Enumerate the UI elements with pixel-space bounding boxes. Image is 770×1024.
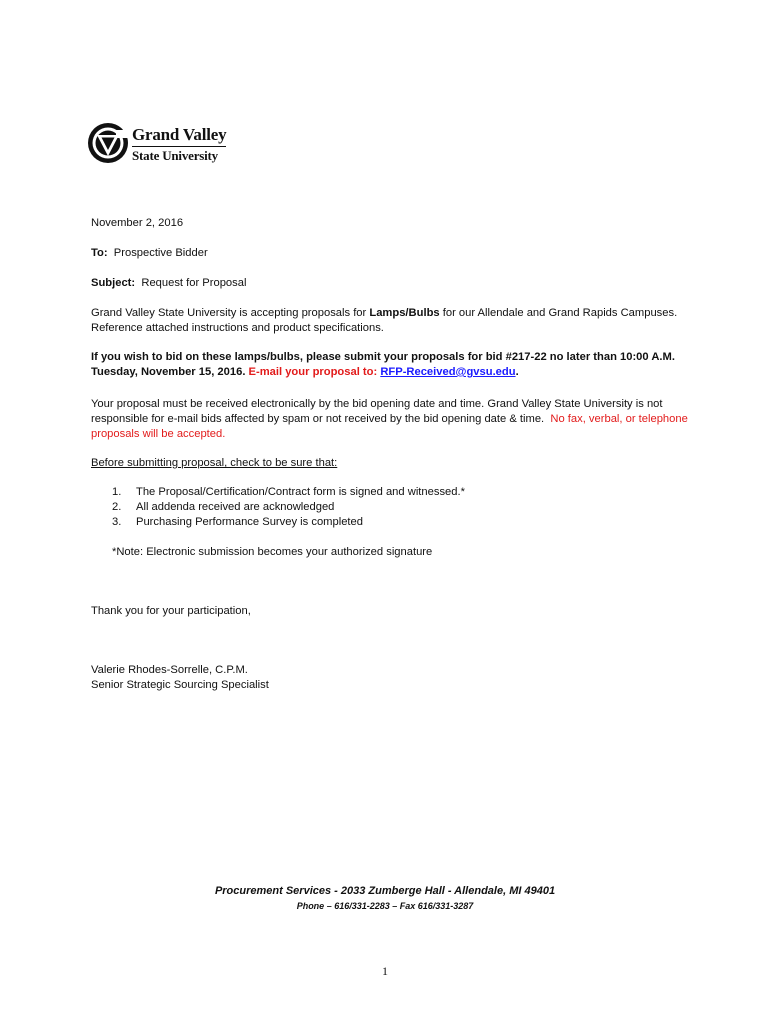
bid-deadline: Tuesday, November 15, 2016.	[91, 366, 246, 378]
checklist-number: 2.	[112, 501, 122, 513]
checklist-item	[112, 485, 465, 500]
closing-thanks: Thank you for your participation,	[91, 605, 251, 617]
signature-note: *Note: Electronic submission becomes your authorized signature	[112, 546, 433, 558]
checklist-number: 1.	[112, 486, 122, 498]
email-period: .	[515, 366, 519, 378]
subject-label: Subject:	[91, 277, 136, 289]
bid-line1: If you wish to bid on these lamps/bulbs, please submit your proposals for bid #217-22 no later than 10:00 A.M.	[91, 351, 675, 363]
electronic-paragraph	[91, 397, 711, 442]
intro-text-end: for our Allendale and Grand Rapids Campuses.	[439, 307, 678, 319]
email-prompt: E-mail your proposal to:	[248, 366, 378, 378]
checklist-number: 3.	[112, 516, 122, 528]
product-name: Lamps/Bulbs	[369, 307, 440, 319]
checklist-item	[112, 500, 465, 515]
footer-phone: Phone – 616/331-2283 – Fax 616/331-3287	[296, 901, 474, 911]
logo-wordmark-line1: Grand Valley	[132, 125, 227, 144]
page-number: 1	[382, 964, 388, 978]
checklist-item	[112, 515, 465, 530]
subject-line	[91, 276, 691, 291]
gvsu-logo	[86, 120, 256, 170]
intro-paragraph	[91, 306, 691, 336]
electronic-line2: responsible for e-mail bids affected by spam or not received by the bid opening date & time.	[91, 413, 545, 425]
email-link[interactable]: RFP-Received@gvsu.edu	[380, 366, 516, 378]
intro-text: Grand Valley State University is accepting proposals for	[91, 307, 370, 319]
signer-title: Senior Strategic Sourcing Specialist	[91, 679, 269, 691]
bid-instructions	[91, 350, 711, 380]
signer-block	[91, 663, 691, 693]
gvsu-emblem-icon	[86, 120, 132, 166]
checklist-text: All addenda received are acknowledged	[136, 501, 335, 513]
checklist	[112, 485, 465, 530]
footer-address: Procurement Services - 2033 Zumberge Hall - Allendale, MI 49401	[214, 885, 556, 897]
checklist-text: The Proposal/Certification/Contract form is signed and witnessed.*	[136, 486, 465, 498]
signer-name: Valerie Rhodes-Sorrelle, C.P.M.	[91, 664, 248, 676]
to-line	[91, 246, 691, 261]
subject-value: Request for Proposal	[141, 277, 247, 289]
to-label: To:	[91, 247, 108, 259]
intro-line2: Reference attached instructions and product specifications.	[91, 322, 384, 334]
checklist-heading: Before submitting proposal, check to be sure that:	[91, 457, 338, 469]
logo-wordmark-line2: State University	[132, 146, 226, 162]
letter-date: November 2, 2016	[91, 217, 184, 229]
no-fax-warning-2: proposals will be accepted.	[91, 428, 226, 440]
to-value: Prospective Bidder	[113, 247, 208, 259]
checklist-text: Purchasing Performance Survey is completed	[136, 516, 363, 528]
electronic-line1: Your proposal must be received electronically by the bid opening date and time. Grand Valley State University is not	[91, 398, 663, 410]
no-fax-warning: No fax, verbal, or telephone	[550, 413, 688, 425]
